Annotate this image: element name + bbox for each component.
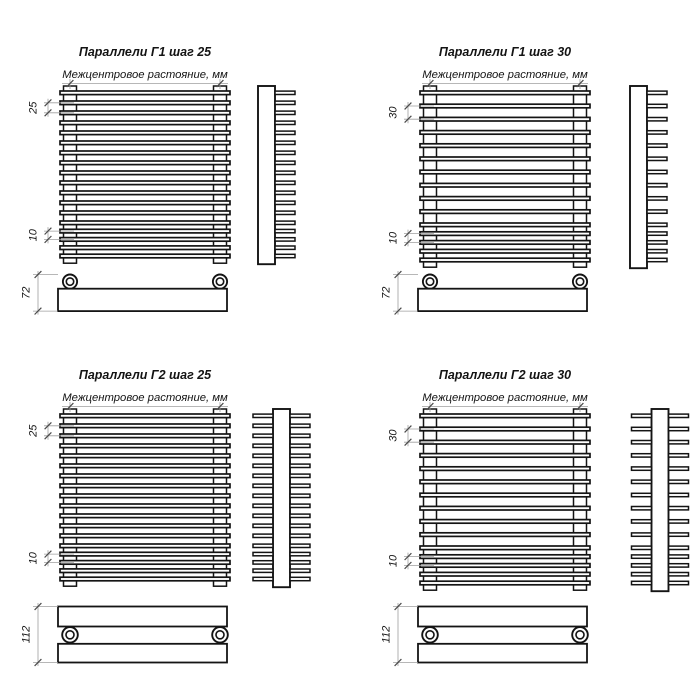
side-tube-tab	[275, 121, 295, 124]
rung	[420, 454, 590, 458]
rung	[420, 564, 590, 568]
rung	[60, 414, 230, 418]
quadrant-geometry	[393, 402, 689, 666]
side-tube-tab	[275, 254, 295, 257]
quadrant-geometry	[393, 79, 667, 315]
rung	[60, 254, 230, 258]
rung	[420, 232, 590, 236]
quadrant-geometry	[33, 79, 295, 315]
dim-step-label: 25	[27, 424, 40, 437]
side-tube-tab	[632, 573, 652, 576]
rung	[60, 191, 230, 195]
rung	[420, 241, 590, 245]
plan-body-front	[58, 607, 227, 627]
rung	[420, 249, 590, 253]
side-tube-tab	[253, 534, 273, 537]
side-tube-tab	[253, 414, 273, 417]
side-tube-tab	[669, 564, 689, 567]
rung	[60, 454, 230, 458]
side-tube-tab	[669, 533, 689, 536]
plan-body-back	[418, 644, 587, 663]
side-tube-tab	[290, 484, 310, 487]
side-tube-tab	[290, 454, 310, 457]
rung	[60, 111, 230, 115]
side-tube-tab	[290, 552, 310, 555]
side-tube-tab	[275, 91, 295, 94]
side-tube-tab	[632, 533, 652, 536]
side-tube-tab	[669, 427, 689, 430]
side-tube-tab	[647, 184, 667, 187]
rung	[60, 552, 230, 556]
quadrant-g1-step30	[381, 45, 668, 315]
side-tube-tab	[275, 191, 295, 194]
side-tube-tab	[632, 581, 652, 584]
rung	[60, 561, 230, 565]
rung	[420, 223, 590, 227]
side-tube-tab	[253, 552, 273, 555]
side-tube-tab	[669, 573, 689, 576]
rung	[420, 480, 590, 484]
side-tube-tab	[290, 569, 310, 572]
rung	[60, 434, 230, 438]
quadrant-title: Параллели Г1 шаг 25	[78, 45, 212, 59]
side-tube-tab	[253, 524, 273, 527]
rung	[60, 524, 230, 528]
side-tube-tab	[647, 210, 667, 213]
side-tube-tab	[647, 241, 667, 244]
side-tube-tab	[632, 564, 652, 567]
side-tube-tab	[253, 561, 273, 564]
rung	[420, 555, 590, 559]
side-tube-tab	[275, 141, 295, 144]
rung	[60, 211, 230, 215]
rung	[420, 520, 590, 524]
dim-depth-label: 72	[380, 286, 393, 299]
rung	[60, 577, 230, 581]
rung	[420, 414, 590, 418]
pipe-connector-inner	[426, 631, 434, 639]
rung	[420, 197, 590, 201]
pipe-connector-inner	[576, 278, 583, 285]
dim-depth-label: 112	[20, 625, 33, 644]
side-tube-tab	[290, 577, 310, 580]
side-tube-tab	[290, 534, 310, 537]
rung	[60, 181, 230, 185]
side-tube-tab	[669, 507, 689, 510]
quadrant-g2-step30	[381, 368, 689, 666]
plan-body-back	[58, 644, 227, 663]
side-tube-tab	[632, 480, 652, 483]
rung	[420, 210, 590, 214]
plan-body	[58, 289, 227, 311]
side-tube-tab	[669, 414, 689, 417]
side-tube-tab	[669, 546, 689, 549]
rung	[420, 581, 590, 585]
side-tube-tab	[669, 454, 689, 457]
dim-depth-label: 72	[20, 286, 33, 299]
quadrant-title: Параллели Г2 шаг 25	[78, 368, 212, 382]
side-tube-tab	[290, 434, 310, 437]
side-tube-tab	[253, 494, 273, 497]
plan-body	[418, 289, 587, 311]
quadrant-g1-step25	[21, 45, 296, 315]
rung	[60, 151, 230, 155]
rung	[420, 131, 590, 135]
side-tube-tab	[669, 493, 689, 496]
rung	[60, 221, 230, 225]
rung	[420, 157, 590, 161]
rung	[60, 494, 230, 498]
dim-step-label: 25	[27, 101, 40, 114]
rung	[420, 144, 590, 148]
dim-step-label: 30	[387, 106, 400, 119]
quadrant-geometry	[33, 402, 310, 666]
side-tube-tab	[669, 441, 689, 444]
side-tube-tab	[632, 454, 652, 457]
side-collector-body	[630, 86, 647, 268]
center-distance-label: Межцентровое растояние, мм	[62, 392, 228, 404]
plan-body-front	[418, 607, 587, 627]
side-tube-tab	[290, 424, 310, 427]
side-tube-tab	[632, 546, 652, 549]
side-tube-tab	[290, 544, 310, 547]
side-tube-tab	[632, 507, 652, 510]
rung	[60, 534, 230, 538]
quadrant-title: Параллели Г2 шаг 30	[438, 368, 572, 382]
side-tube-tab	[275, 171, 295, 174]
rung	[60, 504, 230, 508]
side-tube-tab	[632, 467, 652, 470]
side-tube-tab	[275, 211, 295, 214]
dim-dense-step-label: 10	[27, 552, 40, 565]
center-distance-label: Межцентровое растояние, мм	[422, 392, 588, 404]
side-tube-tab	[632, 427, 652, 430]
rung	[420, 183, 590, 187]
side-tube-tab	[275, 201, 295, 204]
side-tube-tab	[253, 484, 273, 487]
side-tube-tab	[632, 493, 652, 496]
side-tube-tab	[669, 467, 689, 470]
pipe-connector-inner	[216, 278, 223, 285]
side-tube-tab	[647, 131, 667, 134]
rung	[420, 493, 590, 497]
side-tube-tab	[253, 474, 273, 477]
dim-dense-step-label: 10	[387, 554, 400, 568]
side-tube-tab	[647, 232, 667, 235]
side-tube-tab	[647, 118, 667, 121]
dim-dense-step-label: 10	[27, 229, 40, 242]
rung	[60, 444, 230, 448]
side-tube-tab	[632, 441, 652, 444]
side-tube-tab	[647, 197, 667, 200]
side-tube-tab	[275, 151, 295, 154]
side-tube-tab	[290, 464, 310, 467]
side-tube-tab	[253, 514, 273, 517]
center-distance-label: Межцентровое растояние, мм	[62, 69, 228, 81]
side-tube-tab	[275, 246, 295, 249]
center-distance-label: Межцентровое растояние, мм	[422, 69, 588, 81]
side-tube-tab	[275, 221, 295, 224]
rung	[60, 246, 230, 250]
side-tube-tab	[290, 514, 310, 517]
side-tube-tab	[647, 250, 667, 253]
rung	[420, 572, 590, 576]
side-tube-tab	[290, 561, 310, 564]
rung	[60, 91, 230, 95]
side-tube-tab	[253, 464, 273, 467]
side-tube-tab	[647, 91, 667, 94]
rung	[60, 424, 230, 428]
side-tube-tab	[253, 544, 273, 547]
side-tube-tab	[632, 520, 652, 523]
side-tube-tab	[253, 569, 273, 572]
rung	[60, 161, 230, 165]
side-tube-tab	[290, 494, 310, 497]
rung	[420, 467, 590, 471]
side-tube-tab	[290, 474, 310, 477]
dim-depth-label: 112	[380, 625, 393, 644]
rung	[60, 544, 230, 548]
side-tube-tab	[253, 454, 273, 457]
pipe-connector-inner	[66, 631, 74, 639]
side-tube-tab	[275, 101, 295, 104]
side-tube-tab	[669, 581, 689, 584]
side-tube-tab	[647, 144, 667, 147]
side-tube-tab	[275, 238, 295, 241]
rung	[60, 484, 230, 488]
side-tube-tab	[647, 170, 667, 173]
side-tube-tab	[669, 555, 689, 558]
side-tube-tab	[253, 577, 273, 580]
rung	[60, 171, 230, 175]
side-tube-tab	[632, 555, 652, 558]
side-tube-tab	[647, 258, 667, 261]
rung	[60, 141, 230, 145]
rung	[60, 131, 230, 135]
side-collector-body	[652, 409, 669, 591]
rung	[60, 464, 230, 468]
side-tube-tab	[669, 480, 689, 483]
rung	[420, 258, 590, 262]
pipe-connector-inner	[576, 631, 584, 639]
side-tube-tab	[275, 111, 295, 114]
side-collector-body	[273, 409, 290, 587]
quadrant-title: Параллели Г1 шаг 30	[438, 45, 572, 59]
rung	[420, 104, 590, 108]
side-tube-tab	[290, 524, 310, 527]
rung	[60, 101, 230, 105]
rung	[420, 440, 590, 444]
dim-step-label: 30	[387, 429, 400, 442]
side-tube-tab	[647, 104, 667, 107]
rung	[420, 91, 590, 95]
side-tube-tab	[290, 414, 310, 417]
side-tube-tab	[647, 157, 667, 160]
rung	[60, 121, 230, 125]
rung	[60, 514, 230, 518]
rung	[60, 201, 230, 205]
rung	[420, 546, 590, 550]
side-tube-tab	[253, 424, 273, 427]
pipe-connector-inner	[426, 278, 433, 285]
rung	[60, 569, 230, 573]
side-tube-tab	[290, 504, 310, 507]
side-tube-tab	[290, 444, 310, 447]
dim-dense-step-label: 10	[387, 231, 400, 245]
rung	[420, 533, 590, 537]
side-tube-tab	[253, 504, 273, 507]
pipe-connector-inner	[216, 631, 224, 639]
side-tube-tab	[253, 434, 273, 437]
pipe-connector-inner	[66, 278, 73, 285]
side-tube-tab	[275, 131, 295, 134]
side-tube-tab	[275, 181, 295, 184]
quadrant-g2-step25	[21, 368, 311, 666]
side-tube-tab	[647, 223, 667, 226]
side-tube-tab	[632, 414, 652, 417]
rung	[420, 117, 590, 121]
rung	[60, 229, 230, 233]
side-tube-tab	[275, 161, 295, 164]
rung	[60, 238, 230, 242]
rung	[60, 474, 230, 478]
rung	[420, 170, 590, 174]
side-collector-body	[258, 86, 275, 264]
rung	[420, 506, 590, 510]
side-tube-tab	[275, 229, 295, 232]
rung	[420, 427, 590, 431]
side-tube-tab	[669, 520, 689, 523]
side-tube-tab	[253, 444, 273, 447]
